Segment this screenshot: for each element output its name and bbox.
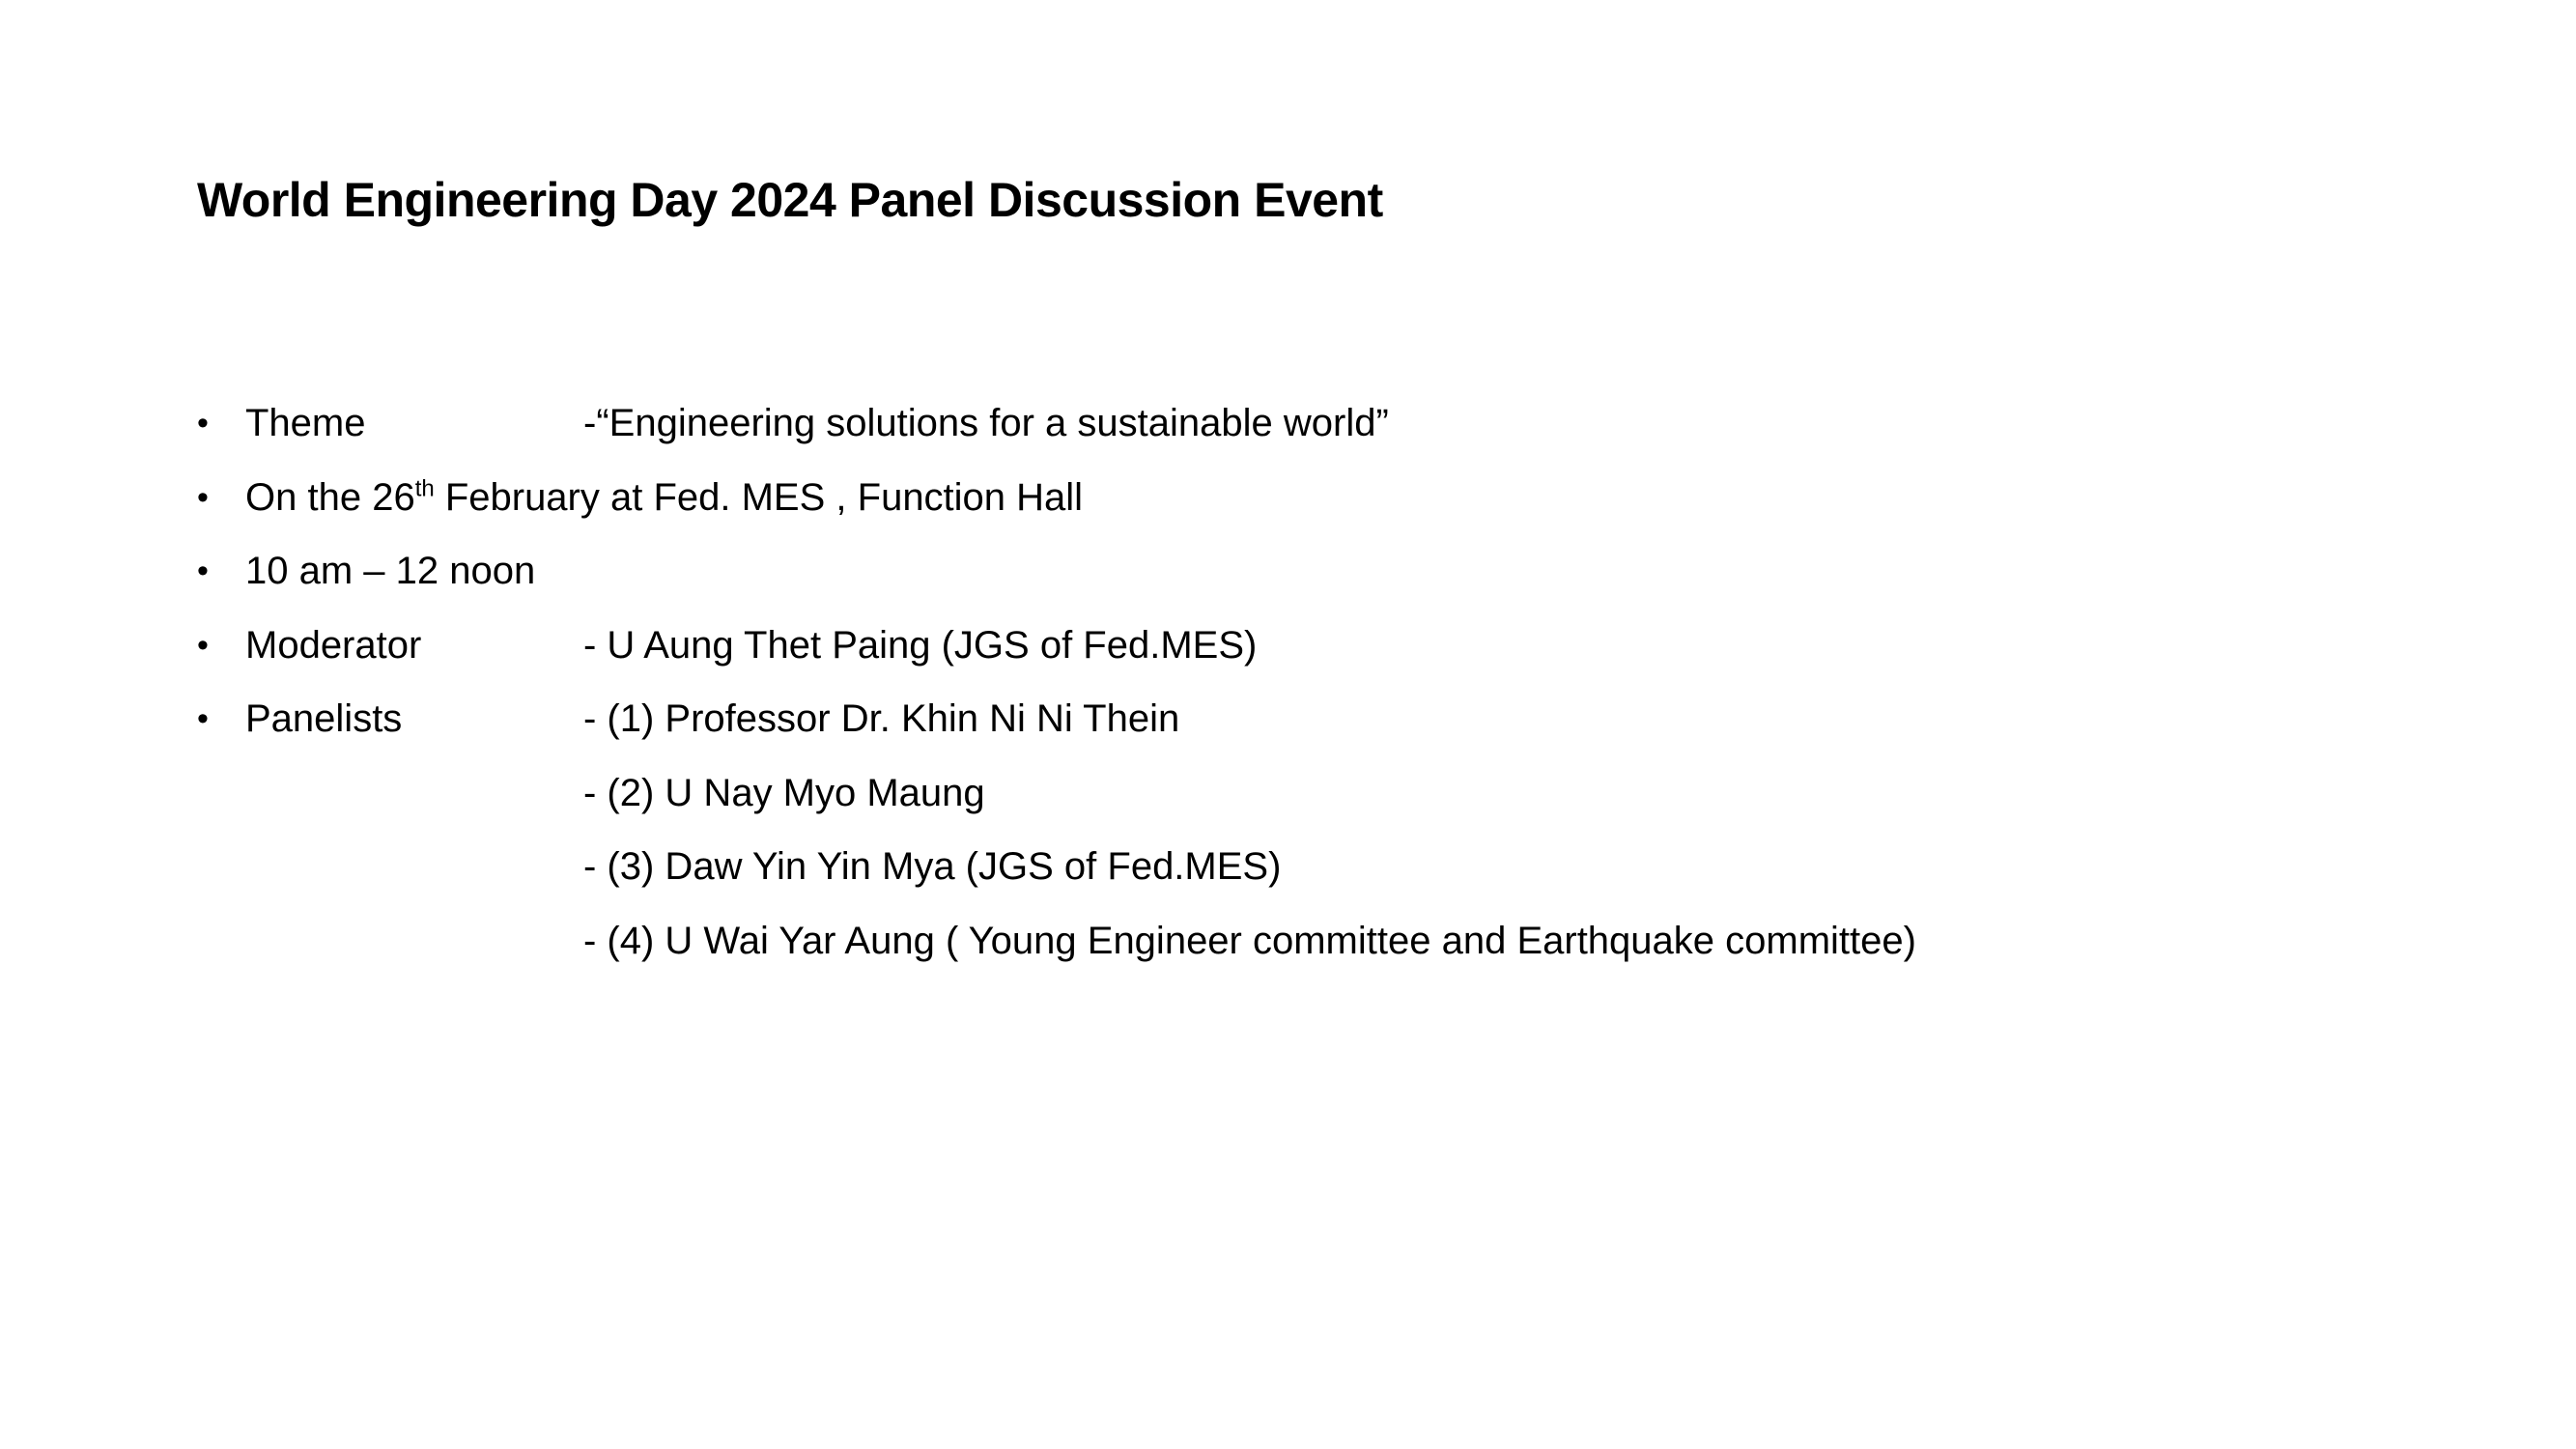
moderator-label: Moderator <box>245 623 422 667</box>
moderator-value: - U Aung Thet Paing (JGS of Fed.MES) <box>583 623 1258 667</box>
bullet-item-date <box>197 461 2419 535</box>
panelist-row <box>197 756 2419 831</box>
bullet-list <box>197 386 2419 978</box>
bullet-item-time <box>197 534 2419 609</box>
panelist-row <box>197 830 2419 904</box>
time-line: 10 am – 12 noon <box>245 550 536 592</box>
theme-label: Theme <box>245 402 366 444</box>
date-suffix: February at Fed. MES , Function Hall <box>434 475 1084 519</box>
panelist-item: - (3) Daw Yin Yin Mya (JGS of Fed.MES) <box>583 845 1282 888</box>
bullet-item-panelists <box>197 682 2419 756</box>
bullet-item-moderator <box>197 609 2419 683</box>
theme-value: -“Engineering solutions for a sustainable world” <box>583 402 1389 444</box>
panelist-item: - (4) U Wai Yar Aung ( Young Engineer committee and Earthquake committee) <box>583 919 1916 962</box>
bullet-marker: • <box>197 553 209 589</box>
panelists-label: Panelists <box>245 697 403 740</box>
date-prefix: On the 26 <box>245 475 415 519</box>
panelist-item: - (2) U Nay Myo Maung <box>583 771 985 814</box>
bullet-marker: • <box>197 478 209 516</box>
slide-title: World Engineering Day 2024 Panel Discussion Event <box>197 173 1383 227</box>
panelist-item: - (1) Professor Dr. Khin Ni Ni Thein <box>583 697 1180 740</box>
date-line <box>245 461 1083 534</box>
bullet-marker: • <box>197 405 209 441</box>
bullet-marker: • <box>197 626 209 664</box>
date-superscript: th <box>414 475 435 502</box>
bullet-marker: • <box>197 700 209 737</box>
panelist-row <box>197 904 2419 979</box>
bullet-item-theme <box>197 386 2419 461</box>
